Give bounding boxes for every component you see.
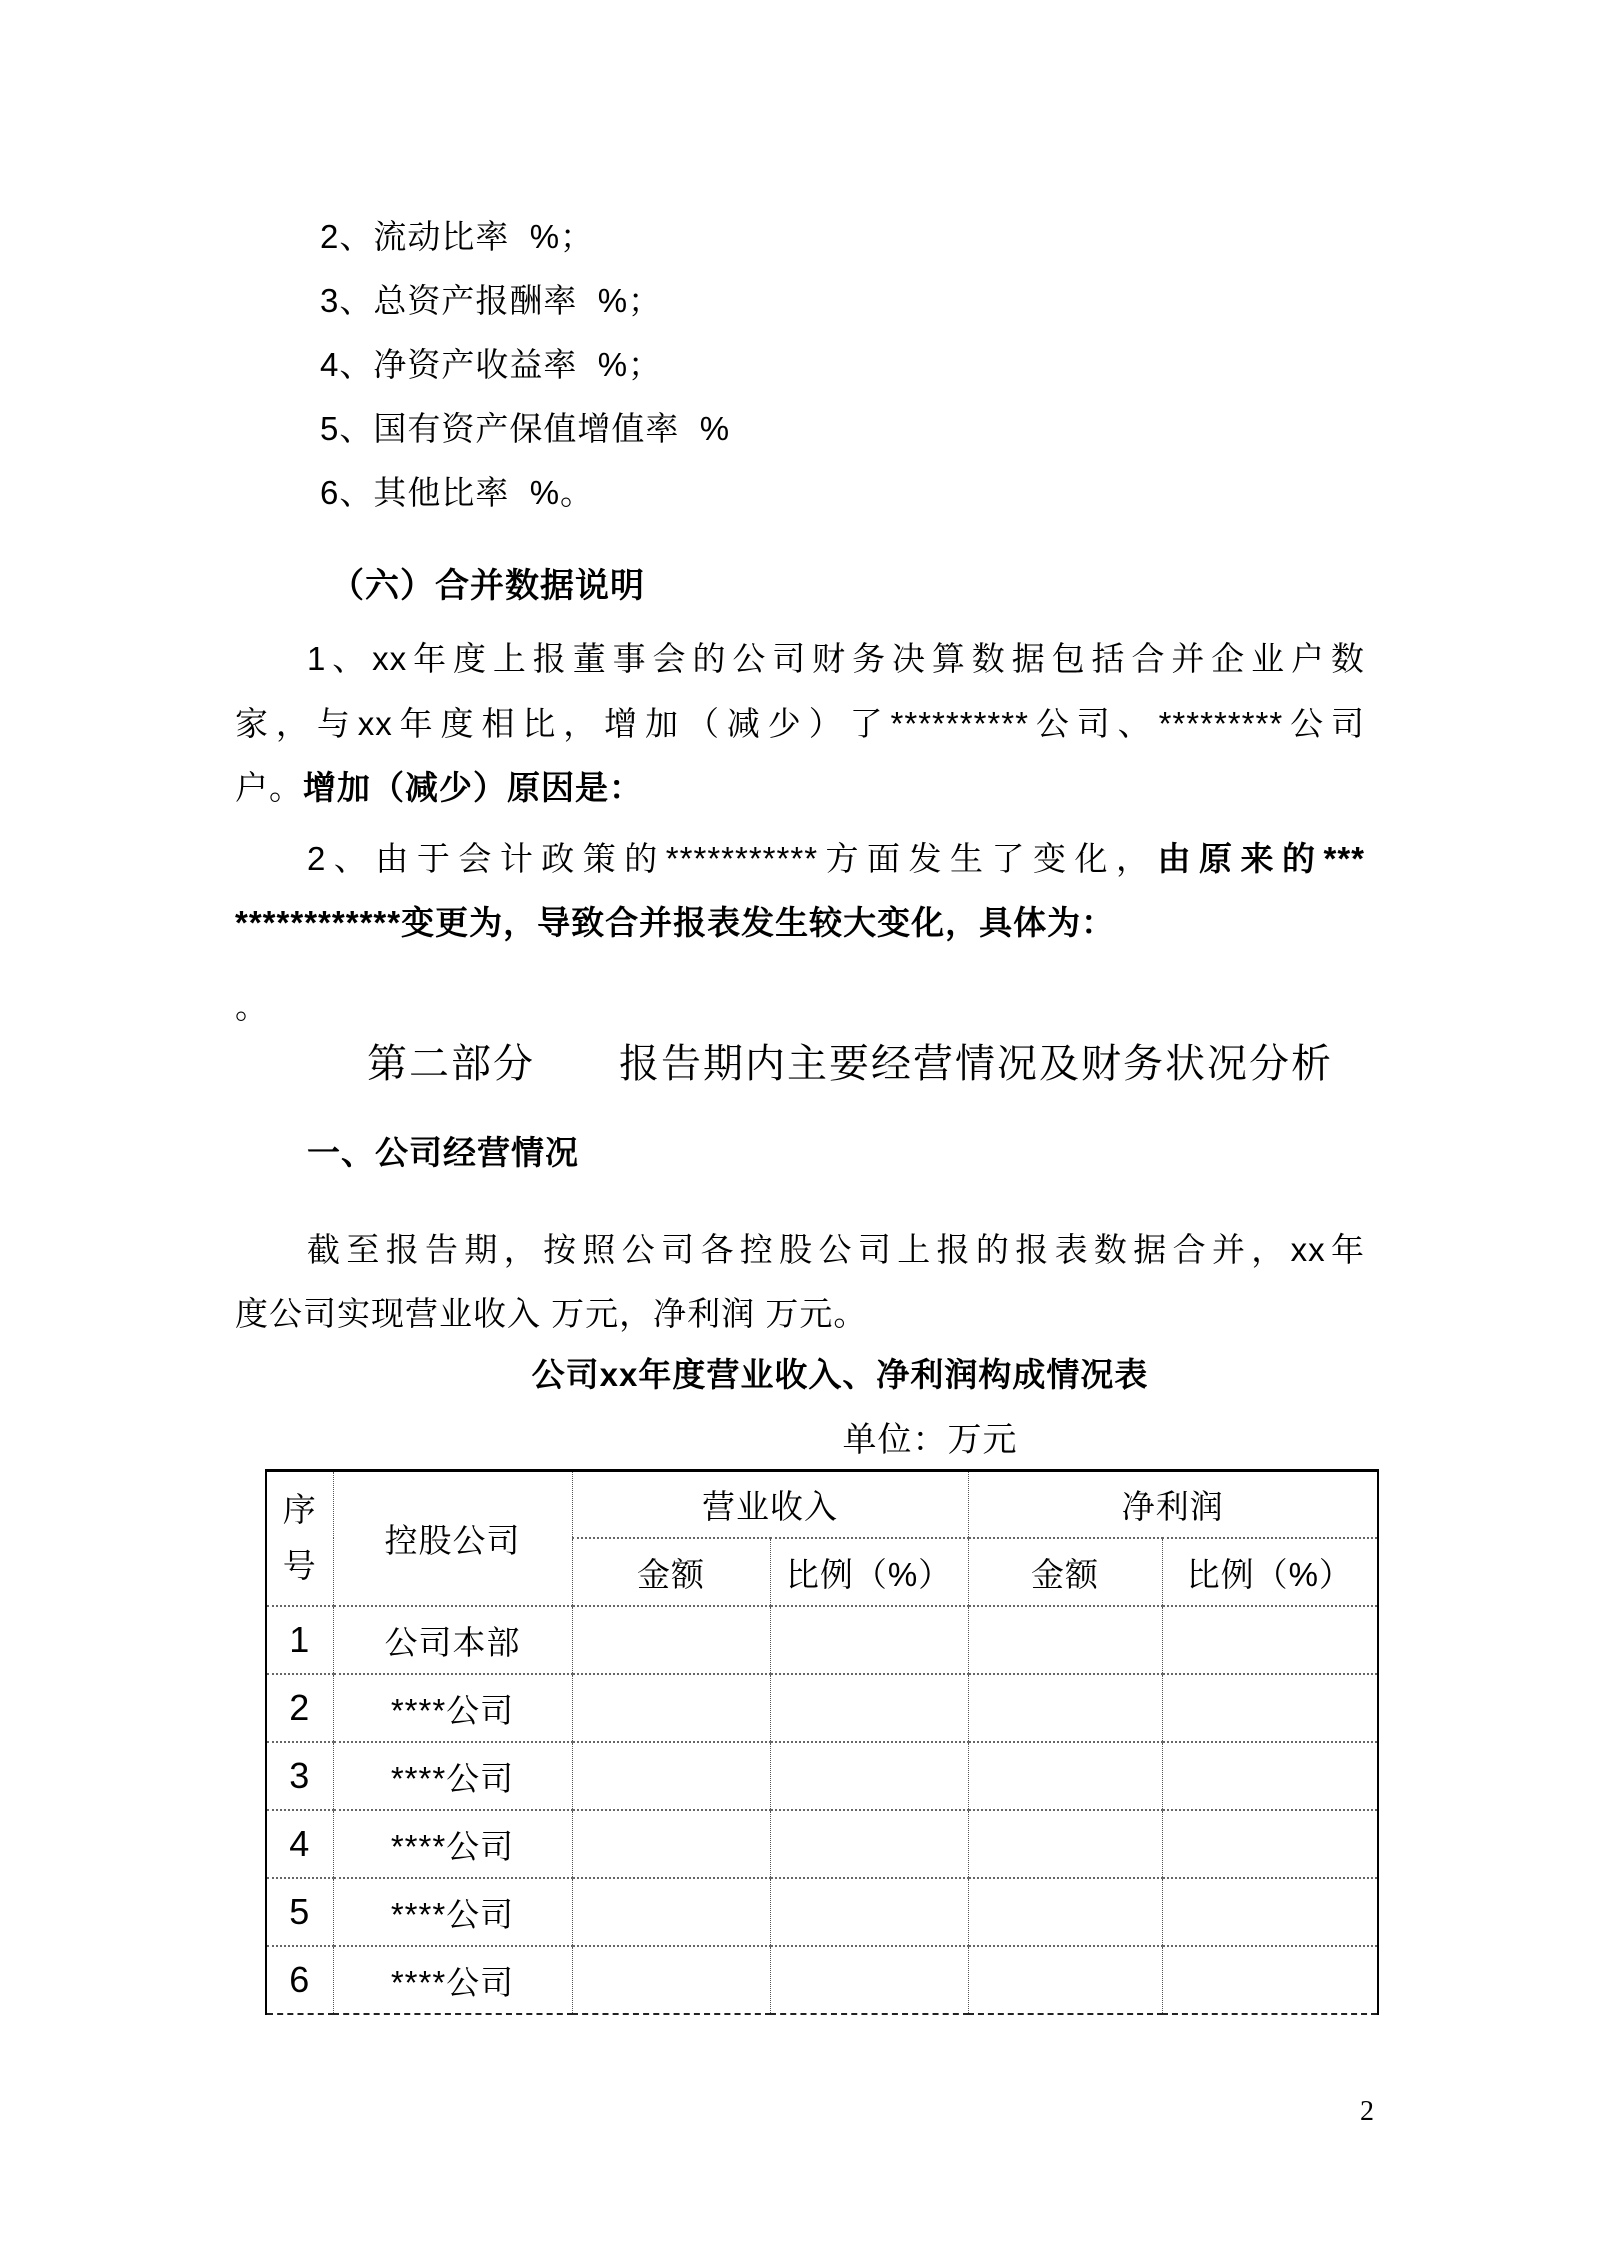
cell-profit-amount	[968, 1946, 1162, 2014]
subsection-heading-operations: 一、公司经营情况	[307, 1133, 579, 1171]
cell-revenue-amount	[572, 1878, 770, 1946]
paragraph-line: 截至报告期，按照公司各控股公司上报的报表数据合并，xx年	[307, 1230, 1365, 1268]
row-index: 3	[266, 1742, 333, 1810]
cell-revenue-amount	[572, 1674, 770, 1742]
cell-profit-ratio	[1162, 1946, 1378, 2014]
table-row	[266, 1878, 1378, 1946]
table-row	[266, 1674, 1378, 1742]
section-heading-merged-data: （六）合并数据说明	[330, 567, 645, 605]
paragraph-line: 家，与xx年度相比，增加（减少）了**********公司、*********公司	[235, 704, 1365, 742]
cell-profit-ratio	[1162, 1742, 1378, 1810]
list-item: 2、流动比率 %；	[320, 218, 595, 255]
cell-profit-amount	[968, 1878, 1162, 1946]
row-company: ****公司	[333, 1878, 572, 1946]
cell-profit-amount	[968, 1674, 1162, 1742]
header-revenue-ratio: 比例（%）	[770, 1538, 968, 1606]
cell-profit-ratio	[1162, 1606, 1378, 1674]
cell-profit-ratio	[1162, 1674, 1378, 1742]
header-group-profit: 净利润	[968, 1470, 1378, 1538]
row-company: 公司本部	[333, 1606, 572, 1674]
cell-revenue-ratio	[770, 1606, 968, 1674]
paragraph-line	[235, 827, 1365, 892]
table-title: 公司xx年度营业收入、净利润构成情况表	[531, 1355, 1149, 1393]
cell-revenue-amount	[572, 1946, 770, 2014]
paragraph-operations	[235, 1218, 1365, 1347]
header-index: 序号	[266, 1470, 333, 1606]
cell-profit-ratio	[1162, 1878, 1378, 1946]
cell-revenue-ratio	[770, 1742, 968, 1810]
list-item: 6、其他比率 %。	[320, 474, 595, 511]
table-body	[266, 1606, 1378, 2014]
list-item: 4、净资产收益率 %；	[320, 346, 663, 383]
cell-revenue-amount	[572, 1810, 770, 1878]
cell-revenue-ratio	[770, 1810, 968, 1878]
cell-profit-amount	[968, 1810, 1162, 1878]
paragraph-line	[235, 756, 1365, 821]
paragraph-line	[235, 891, 1365, 956]
row-index: 5	[266, 1878, 333, 1946]
text-run: 2、由于会计政策的***********方面发生了变化，	[307, 839, 1158, 877]
list-item: 5、国有资产保值增值率 %	[320, 410, 731, 447]
row-index: 1	[266, 1606, 333, 1674]
revenue-profit-table	[265, 1469, 1379, 2016]
paragraph-policy-change	[235, 827, 1365, 1032]
cell-profit-amount	[968, 1606, 1162, 1674]
header-profit-amount: 金额	[968, 1538, 1162, 1606]
page-number: 2	[1360, 2096, 1374, 2127]
cell-revenue-ratio	[770, 1946, 968, 2014]
row-index: 4	[266, 1810, 333, 1878]
row-company: ****公司	[333, 1674, 572, 1742]
row-index: 6	[266, 1946, 333, 2014]
ratio-list	[235, 0, 1365, 525]
text-run: 户。	[235, 769, 303, 806]
text-run-bold: ************变更为，导致合并报表发生较大变化，具体为：	[235, 904, 1116, 941]
document-content	[235, 0, 1365, 2015]
table-row	[266, 1946, 1378, 2014]
cell-revenue-ratio	[770, 1674, 968, 1742]
cell-revenue-amount	[572, 1606, 770, 1674]
row-company: ****公司	[333, 1742, 572, 1810]
row-company: ****公司	[333, 1946, 572, 2014]
row-index: 2	[266, 1674, 333, 1742]
paragraph-merged-count	[235, 627, 1365, 821]
row-company: ****公司	[333, 1810, 572, 1878]
header-profit-ratio: 比例（%）	[1162, 1538, 1378, 1606]
cell-profit-amount	[968, 1742, 1162, 1810]
table-row	[266, 1810, 1378, 1878]
text-run-bold: 由原来的***	[1157, 839, 1365, 877]
paragraph-line: 1、xx年度上报董事会的公司财务决算数据包括合并企业户数	[307, 640, 1365, 677]
cell-revenue-amount	[572, 1742, 770, 1810]
table-header-row-groups	[266, 1470, 1378, 1538]
cell-profit-ratio	[1162, 1810, 1378, 1878]
header-revenue-amount: 金额	[572, 1538, 770, 1606]
table-row	[266, 1742, 1378, 1810]
header-group-revenue: 营业收入	[572, 1470, 968, 1538]
list-item: 3、总资产报酬率 %；	[320, 282, 663, 319]
paragraph-line: 。	[235, 987, 269, 1025]
table-unit-label: 单位：万元	[842, 1420, 1018, 1459]
cell-revenue-ratio	[770, 1878, 968, 1946]
paragraph-line: 度公司实现营业收入 万元，净利润 万元。	[235, 1295, 868, 1332]
text-run-bold: 增加（减少）原因是：	[303, 769, 643, 806]
table-row	[266, 1606, 1378, 1674]
header-company: 控股公司	[333, 1470, 572, 1606]
part2-title: 第二部分 报告期内主要经营情况及财务状况分析	[367, 1040, 1333, 1086]
